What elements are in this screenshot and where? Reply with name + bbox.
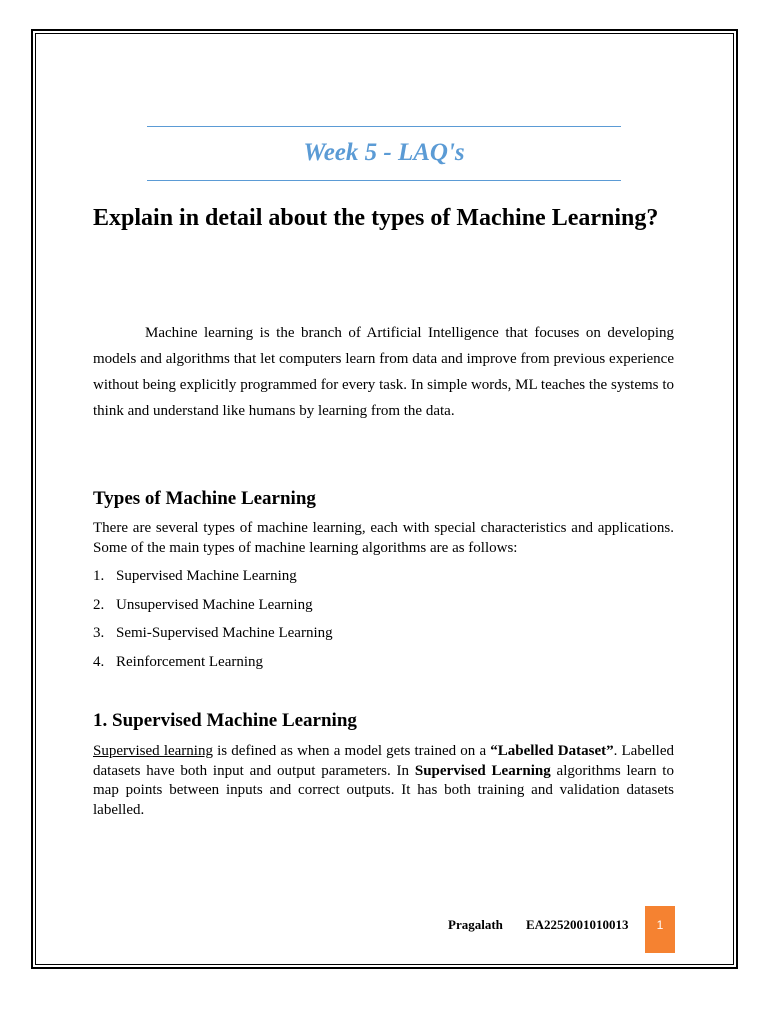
supervised-learning-term: Supervised Learning	[414, 762, 551, 779]
list-item-number: 2.	[93, 596, 105, 613]
list-item-label: Semi-Supervised Machine Learning	[116, 625, 333, 641]
supervised-paragraph	[93, 742, 674, 820]
list-item	[93, 595, 674, 624]
list-item-number: 4.	[93, 653, 105, 670]
question-heading: Explain in detail about the types of Machine Learning?	[93, 205, 659, 231]
list-item-label: Unsupervised Machine Learning	[116, 596, 313, 613]
list-item	[93, 566, 674, 595]
supervised-text-3: algorithms learn to map points between inputs and correct outputs. It has both training and validation datasets labelled.	[93, 762, 674, 818]
list-item	[93, 623, 674, 652]
list-item-label: Supervised Machine Learning	[116, 568, 297, 584]
list-item-number: 3.	[93, 625, 105, 641]
supervised-text-1: is defined as when a model gets trained on a	[212, 743, 491, 759]
footer-student-id: EA2252001010013	[526, 917, 629, 932]
list-item-number: 1.	[93, 568, 105, 584]
page-title: Week 5 - LAQ's	[303, 139, 465, 166]
types-list	[93, 566, 674, 680]
list-item	[93, 652, 674, 681]
footer-author: Pragalath	[448, 917, 503, 932]
title-rule-top	[147, 126, 621, 127]
supervised-text-2: . Labelled datasets have both input and output parameters. In	[93, 743, 674, 779]
supervised-heading: 1. Supervised Machine Learning	[93, 710, 357, 731]
types-paragraph: There are several types of machine learning, each with special characteristics and applications. Some of the main types of machine learning algorithms are as follows:	[93, 520, 674, 556]
labelled-dataset-term: “Labelled Dataset”	[490, 743, 614, 759]
supervised-learning-link[interactable]: Supervised learning	[93, 743, 213, 759]
list-item-label: Reinforcement Learning	[116, 653, 264, 670]
page-number: 1	[656, 918, 664, 932]
types-heading: Types of Machine Learning	[93, 488, 316, 509]
intro-paragraph: Machine learning is the branch of Artificial Intelligence that focuses on developing models and algorithms that let computers learn from data and improve from previous experience without being explicitly programmed for every task. In simple words, ML teaches the systems to think and understand like humans by learning from the data.	[93, 325, 674, 419]
title-rule-bottom	[147, 180, 621, 181]
